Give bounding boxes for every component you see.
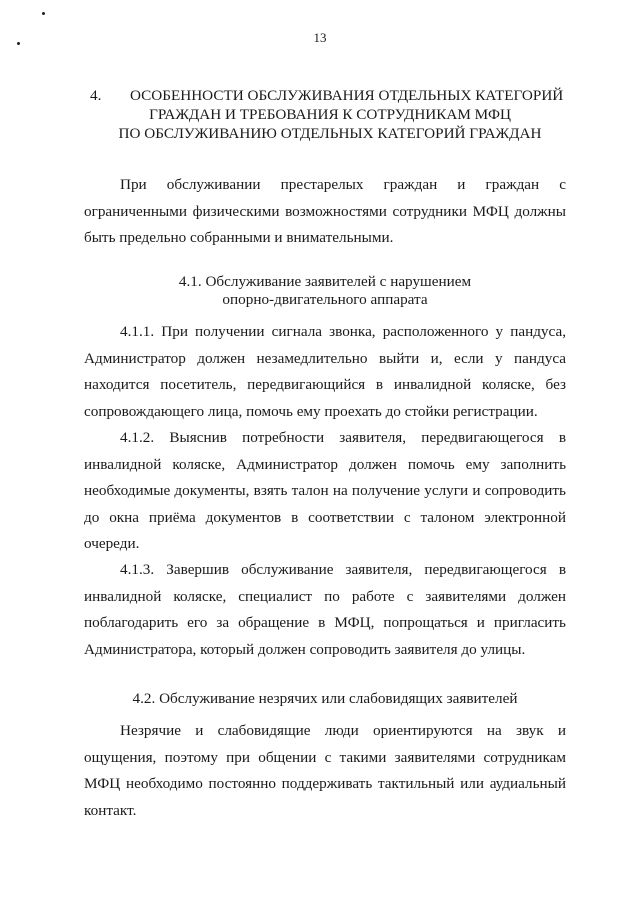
clause-4-1-2: 4.1.2. Выяснив потребности заявителя, передвигающегося в инвалидной коляске, Администратор должен помочь ему заполнить необходимые документы, взять талон на получение услуги и сопроводить до окна приёма документов в соответствии с талоном электронной очереди.	[84, 429, 566, 552]
paragraph-4-2: Незрячие и слабовидящие люди ориентируются на звук и ощущения, поэтому при общении с такими заявителями сотрудникам МФЦ необходимо постоянно поддерживать тактильный или аудиальный контакт.	[84, 722, 566, 819]
clause-4-1-3: 4.1.3. Завершив обслуживание заявителя, передвигающегося в инвалидной коляске, специалист по работе с заявителями должен поблагодарить его за обращение в МФЦ, попрощаться и пригласить Администратора, который должен сопроводить заявителя до улицы.	[84, 561, 566, 658]
intro-paragraph: При обслуживании престарелых граждан и граждан с ограниченными физическими возможностями сотрудники МФЦ должны быть предельно собранными и внимательными.	[84, 176, 566, 246]
page-number: 13	[313, 30, 327, 45]
subsection-heading: 4.2. Обслуживание незрячих или слабовидящих заявителей	[132, 690, 518, 707]
section-heading	[90, 86, 570, 143]
section-title-line: ОСОБЕННОСТИ ОБСЛУЖИВАНИЯ ОТДЕЛЬНЫХ КАТЕГОРИЙ	[130, 87, 564, 104]
subsection-title-line: опорно-двигательного аппарата	[222, 291, 428, 308]
section-number: 4.	[90, 87, 102, 104]
section-title-line: ГРАЖДАН И ТРЕБОВАНИЯ К СОТРУДНИКАМ МФЦ	[149, 106, 511, 123]
subsection-title-line: 4.1. Обслуживание заявителей с нарушением	[178, 273, 472, 290]
section-title-line: ПО ОБСЛУЖИВАНИЮ ОТДЕЛЬНЫХ КАТЕГОРИЙ ГРАЖДАН	[118, 125, 542, 142]
subsection-heading	[84, 273, 566, 309]
scan-speck	[42, 12, 45, 15]
clause-4-1-1: 4.1.1. При получении сигнала звонка, расположенного у пандуса, Администратор должен незамедлительно выйти и, если у пандуса находится посетитель, передвигающийся в инвалидной коляске, без сопровождающего лица, помочь ему проехать до стойки регистрации.	[84, 323, 566, 420]
